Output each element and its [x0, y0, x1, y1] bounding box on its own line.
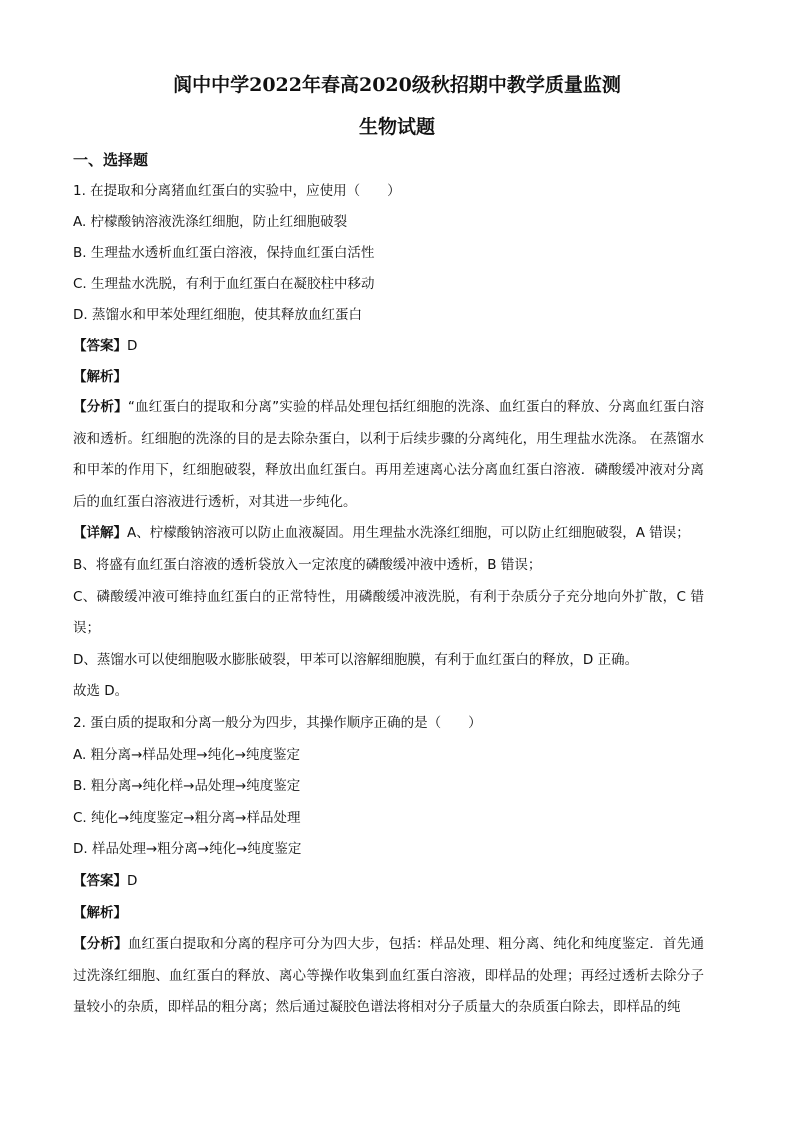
- q2-answer: [73, 866, 704, 898]
- section-heading: 一、选择题: [73, 151, 149, 169]
- q1-xiangjie-d: D、蒸馏水可以使细胞吸水膨胀破裂，甲苯可以溶解细胞膜，有利于血红蛋白的释放，D 正确。: [73, 651, 639, 668]
- q2-fenxi: [73, 929, 704, 1024]
- q1-analysis-label: [73, 367, 704, 387]
- q2-option-d: D. 样品处理→粗分离→纯化→纯度鉴定: [73, 841, 302, 858]
- q2-answer-label: 【答案】: [73, 872, 127, 889]
- q1-option-d: D. 蒸馏水和甲苯处理红细胞，使其释放血红蛋白: [73, 307, 362, 323]
- q2-analysis-heading: 【解析】: [73, 904, 127, 921]
- q2-fenxi-text: 血红蛋白提取和分离的程序可分为四大步，包括：样品处理、粗分离、纯化和纯度鉴定．首先通过洗涤红细胞、血红蛋白的释放、离心等操作收集到血红蛋白溶液，即样品的处理；再经过透析去除分子量较小的杂质，即样品的粗分离；然后通过凝胶色谱法将相对分子质量大的杂质蛋白除去，即样品的纯: [73, 936, 705, 1016]
- q2-option-b: B. 粗分离→纯化样→品处理→纯度鉴定: [73, 778, 301, 795]
- q2-analysis-label: [73, 898, 704, 930]
- q2-fenxi-label: 【分析】: [73, 936, 128, 953]
- q1-xiangjie-a: [73, 518, 704, 550]
- q1-xiangjie-a-text: A、柠檬酸钠溶液可以防止血液凝固。用生理盐水洗涤红细胞，可以防止红细胞破裂，A 错误；: [127, 525, 690, 542]
- q1-option-c: C. 生理盐水洗脱，有利于血红蛋白在凝胶柱中移动: [73, 276, 375, 292]
- q1-fenxi: [73, 392, 704, 518]
- q1-option-a: A. 柠檬酸钠溶液洗涤红细胞，防止红细胞破裂: [73, 214, 348, 230]
- q1-answer: [73, 336, 704, 356]
- q1-conclusion: 故选 D。: [73, 683, 129, 700]
- q2-stem: 2. 蛋白质的提取和分离一般分为四步，其操作顺序正确的是（ ）: [73, 714, 482, 731]
- q1-analysis-heading: 【解析】: [73, 369, 127, 385]
- q1-xiangjie-label: 【详解】: [73, 525, 127, 542]
- q1-xiangjie-b: B、将盛有血红蛋白溶液的透析袋放入一定浓度的磷酸缓冲液中透析，B 错误；: [73, 556, 542, 573]
- q1-stem: 1. 在提取和分离猪血红蛋白的实验中，应使用（ ）: [73, 183, 401, 199]
- q1-xiangjie-c: C、磷酸缓冲液可维持血红蛋白的正常特性，用磷酸缓冲液洗脱，有利于杂质分子充分地向外扩散，C 错误；: [73, 588, 704, 637]
- q1-fenxi-text: “血红蛋白的提取和分离”实验的样品处理包括红细胞的洗涤、血红蛋白的释放、分离血红蛋白溶液和透析。红细胞的洗涤的目的是去除杂蛋白，以利于后续步骤的分离纯化，用生理盐水洗涤。 在蒸馏水和甲苯的作用下，红细胞破裂，释放出血红蛋白。再用差速离心法分离血红蛋白溶液．磷酸缓冲液对分离后的血红蛋白溶液进行透析，对其进一步纯化。: [73, 399, 704, 510]
- document-title: 阆中中学2022年春高2020级秋招期中教学质量监测: [173, 74, 621, 96]
- q1-answer-value: D: [127, 338, 138, 354]
- q2-option-c: C. 纯化→纯度鉴定→粗分离→样品处理: [73, 809, 301, 826]
- q1-option-b: B. 生理盐水透析血红蛋白溶液，保持血红蛋白活性: [73, 245, 375, 261]
- q1-answer-label: 【答案】: [73, 338, 127, 354]
- q2-answer-value: D: [127, 872, 138, 889]
- document-subtitle: 生物试题: [358, 116, 435, 138]
- q2-option-a: A. 粗分离→样品处理→纯化→纯度鉴定: [73, 746, 301, 763]
- q1-fenxi-label: 【分析】: [73, 399, 128, 415]
